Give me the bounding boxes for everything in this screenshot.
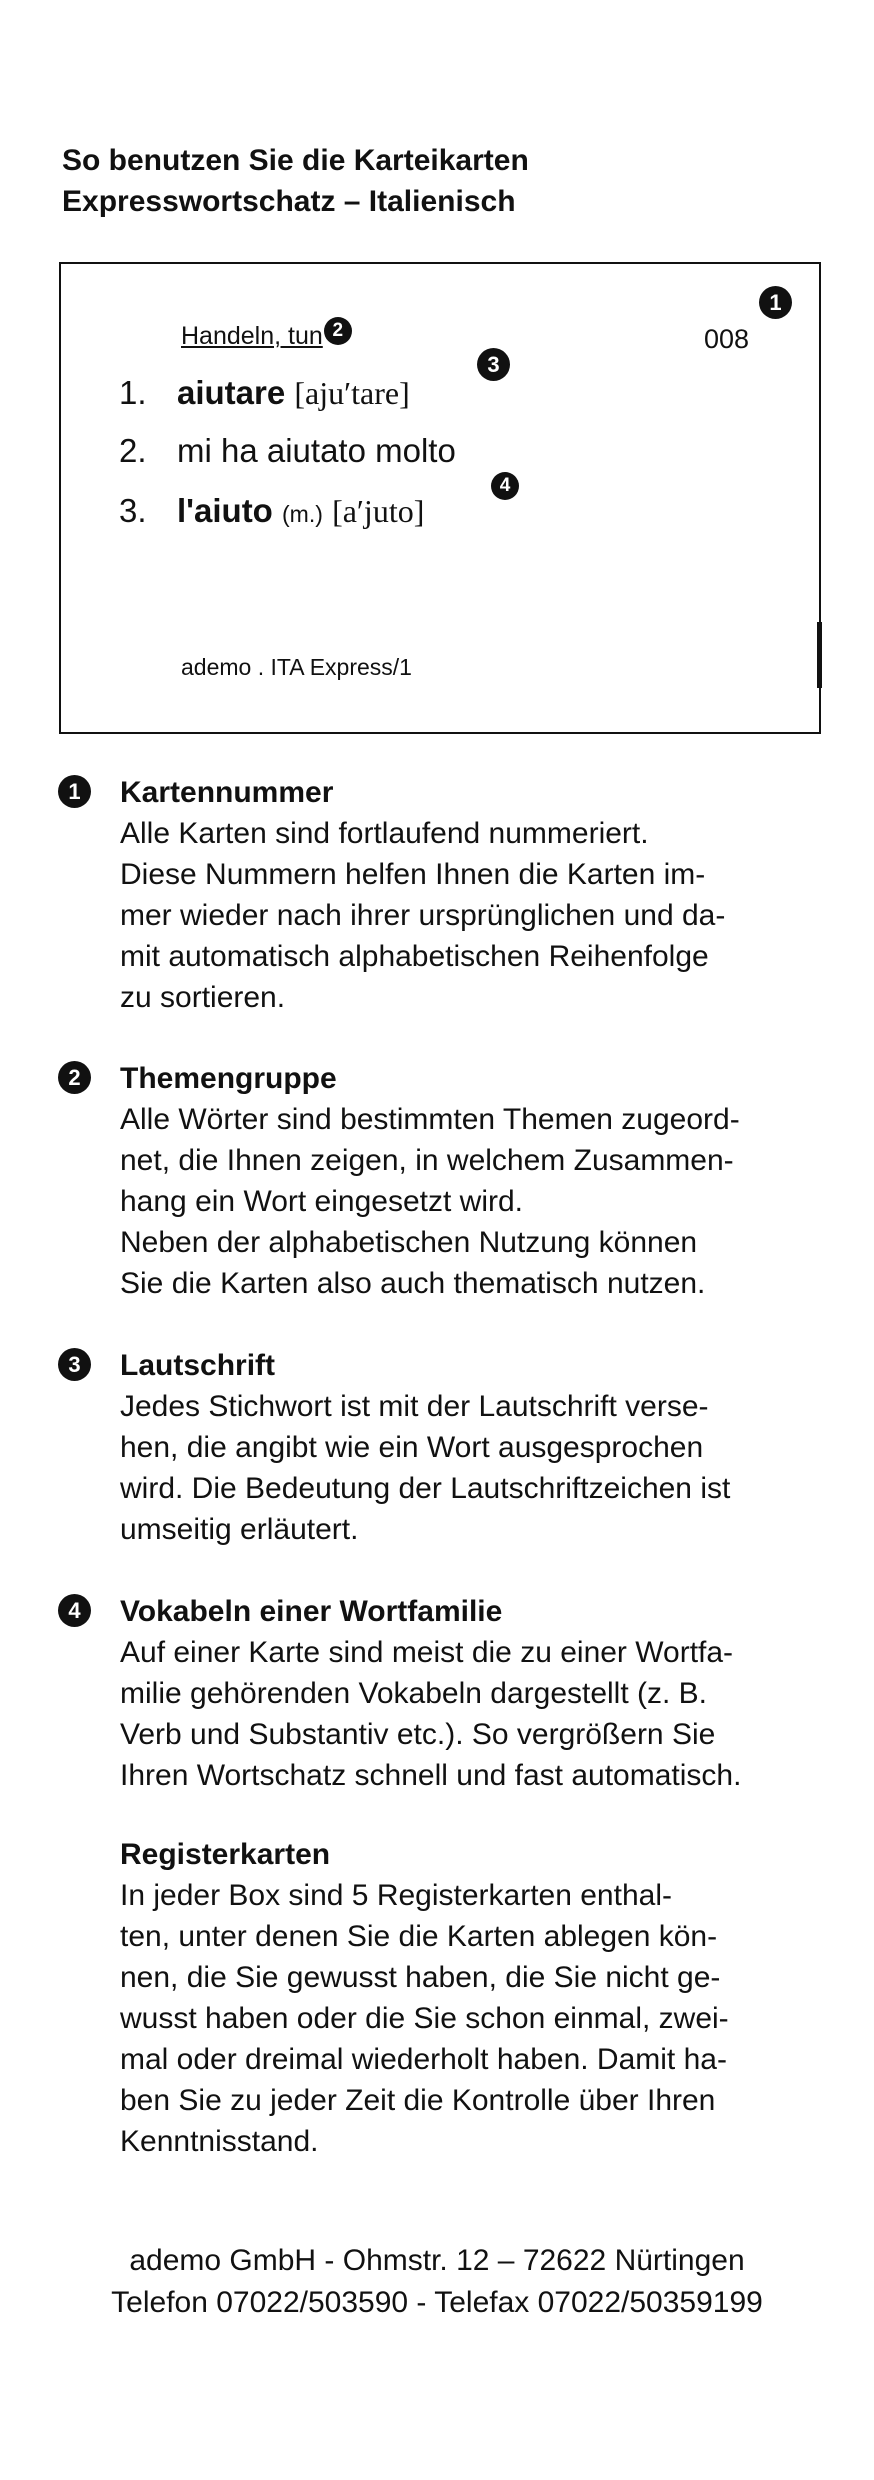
card-edge-mark: [817, 622, 822, 688]
section-marker-1-icon: 1: [58, 775, 91, 808]
section-line: Sie die Karten also auch thematisch nutzen.: [120, 1267, 706, 1300]
entry-phonetic: [aʹjuto]: [332, 493, 425, 529]
section-marker-3-icon: 3: [58, 1348, 91, 1381]
section-line: hen, die angibt wie ein Wort ausgesprochen: [120, 1431, 704, 1464]
section-marker-2-icon: 2: [58, 1061, 91, 1094]
section-themengruppe: [120, 1058, 820, 1304]
section-line: wird. Die Bedeutung der Lautschriftzeichen ist: [120, 1472, 731, 1505]
card-number: 008: [704, 324, 750, 354]
entry-phonetic: [ajuʹtare]: [294, 375, 410, 411]
section-line: wusst haben oder die Sie schon einmal, zwei-: [120, 2002, 729, 2035]
section-title: Vokabeln einer Wortfamilie: [120, 1595, 503, 1628]
entry-word: aiutare: [177, 374, 286, 411]
section-title: Themengruppe: [120, 1062, 337, 1095]
page-heading: [62, 140, 822, 222]
marker-4-icon: 4: [491, 472, 519, 500]
section-line: zu sortieren.: [120, 981, 286, 1014]
company-address: [0, 2240, 874, 2324]
entry-number: 2.: [119, 432, 147, 469]
section-line: Verb und Substantiv etc.). So vergrößern Sie: [120, 1718, 716, 1751]
section-line: Auf einer Karte sind meist die zu einer Wortfa-: [120, 1636, 734, 1669]
section-line: umseitig erläutert.: [120, 1513, 359, 1546]
section-line: mer wieder nach ihrer ursprünglichen und da-: [120, 899, 726, 932]
section-marker-4-icon: 4: [58, 1594, 91, 1627]
heading-line-2: Expresswortschatz – Italienisch: [62, 185, 516, 218]
marker-3-icon: 3: [477, 348, 510, 381]
section-line: milie gehörenden Vokabeln dargestellt (z. B.: [120, 1677, 708, 1710]
entry-word: l'aiuto: [177, 492, 273, 529]
card-topic-label: Handeln, tun: [181, 322, 323, 350]
entry-number: 3.: [119, 492, 147, 529]
section-line: Ihren Wortschatz schnell und fast automatisch.: [120, 1759, 742, 1792]
heading-line-1: So benutzen Sie die Karteikarten: [62, 144, 529, 177]
sample-card: [59, 262, 821, 734]
section-line: In jeder Box sind 5 Registerkarten enthal-: [120, 1879, 672, 1912]
section-line: ben Sie zu jeder Zeit die Kontrolle über Ihren: [120, 2084, 716, 2117]
section-title: Registerkarten: [120, 1838, 331, 1871]
card-entry-2: [119, 432, 456, 470]
section-line: Alle Karten sind fortlaufend nummeriert.: [120, 817, 649, 850]
section-kartennummer: [120, 772, 820, 1018]
card-entry-3: [119, 492, 424, 530]
section-line: nen, die Sie gewusst haben, die Sie nicht ge-: [120, 1961, 721, 1994]
section-title: Kartennummer: [120, 776, 334, 809]
section-line: mal oder dreimal wiederholt haben. Damit ha-: [120, 2043, 727, 2076]
entry-number: 1.: [119, 374, 147, 411]
section-registerkarten: [120, 1834, 820, 2162]
card-footer: ademo . ITA Express/1: [181, 654, 412, 680]
section-title: Lautschrift: [120, 1349, 276, 1382]
company-line-2: Telefon 07022/503590 - Telefax 07022/50359199: [111, 2286, 763, 2319]
section-line: mit automatisch alphabetischen Reihenfolge: [120, 940, 709, 973]
marker-1-icon: 1: [759, 286, 792, 319]
section-line: net, die Ihnen zeigen, in welchem Zusammen-: [120, 1144, 734, 1177]
section-line: Diese Nummern helfen Ihnen die Karten im-: [120, 858, 706, 891]
card-entry-1: [119, 374, 410, 412]
section-line: hang ein Wort eingesetzt wird.: [120, 1185, 523, 1218]
company-line-1: ademo GmbH - Ohmstr. 12 – 72622 Nürtingen: [129, 2244, 745, 2277]
section-line: Neben der alphabetischen Nutzung können: [120, 1226, 698, 1259]
entry-gender: (m.): [282, 501, 323, 527]
section-line: Jedes Stichwort ist mit der Lautschrift verse-: [120, 1390, 709, 1423]
section-line: Kenntnisstand.: [120, 2125, 319, 2158]
entry-phrase: mi ha aiutato molto: [177, 432, 456, 469]
section-line: Alle Wörter sind bestimmten Themen zugeord-: [120, 1103, 740, 1136]
marker-2-icon: 2: [324, 317, 352, 345]
section-lautschrift: [120, 1345, 820, 1550]
card-topic: [181, 322, 352, 351]
section-wortfamilie: [120, 1591, 820, 1796]
section-line: ten, unter denen Sie die Karten ablegen kön-: [120, 1920, 718, 1953]
